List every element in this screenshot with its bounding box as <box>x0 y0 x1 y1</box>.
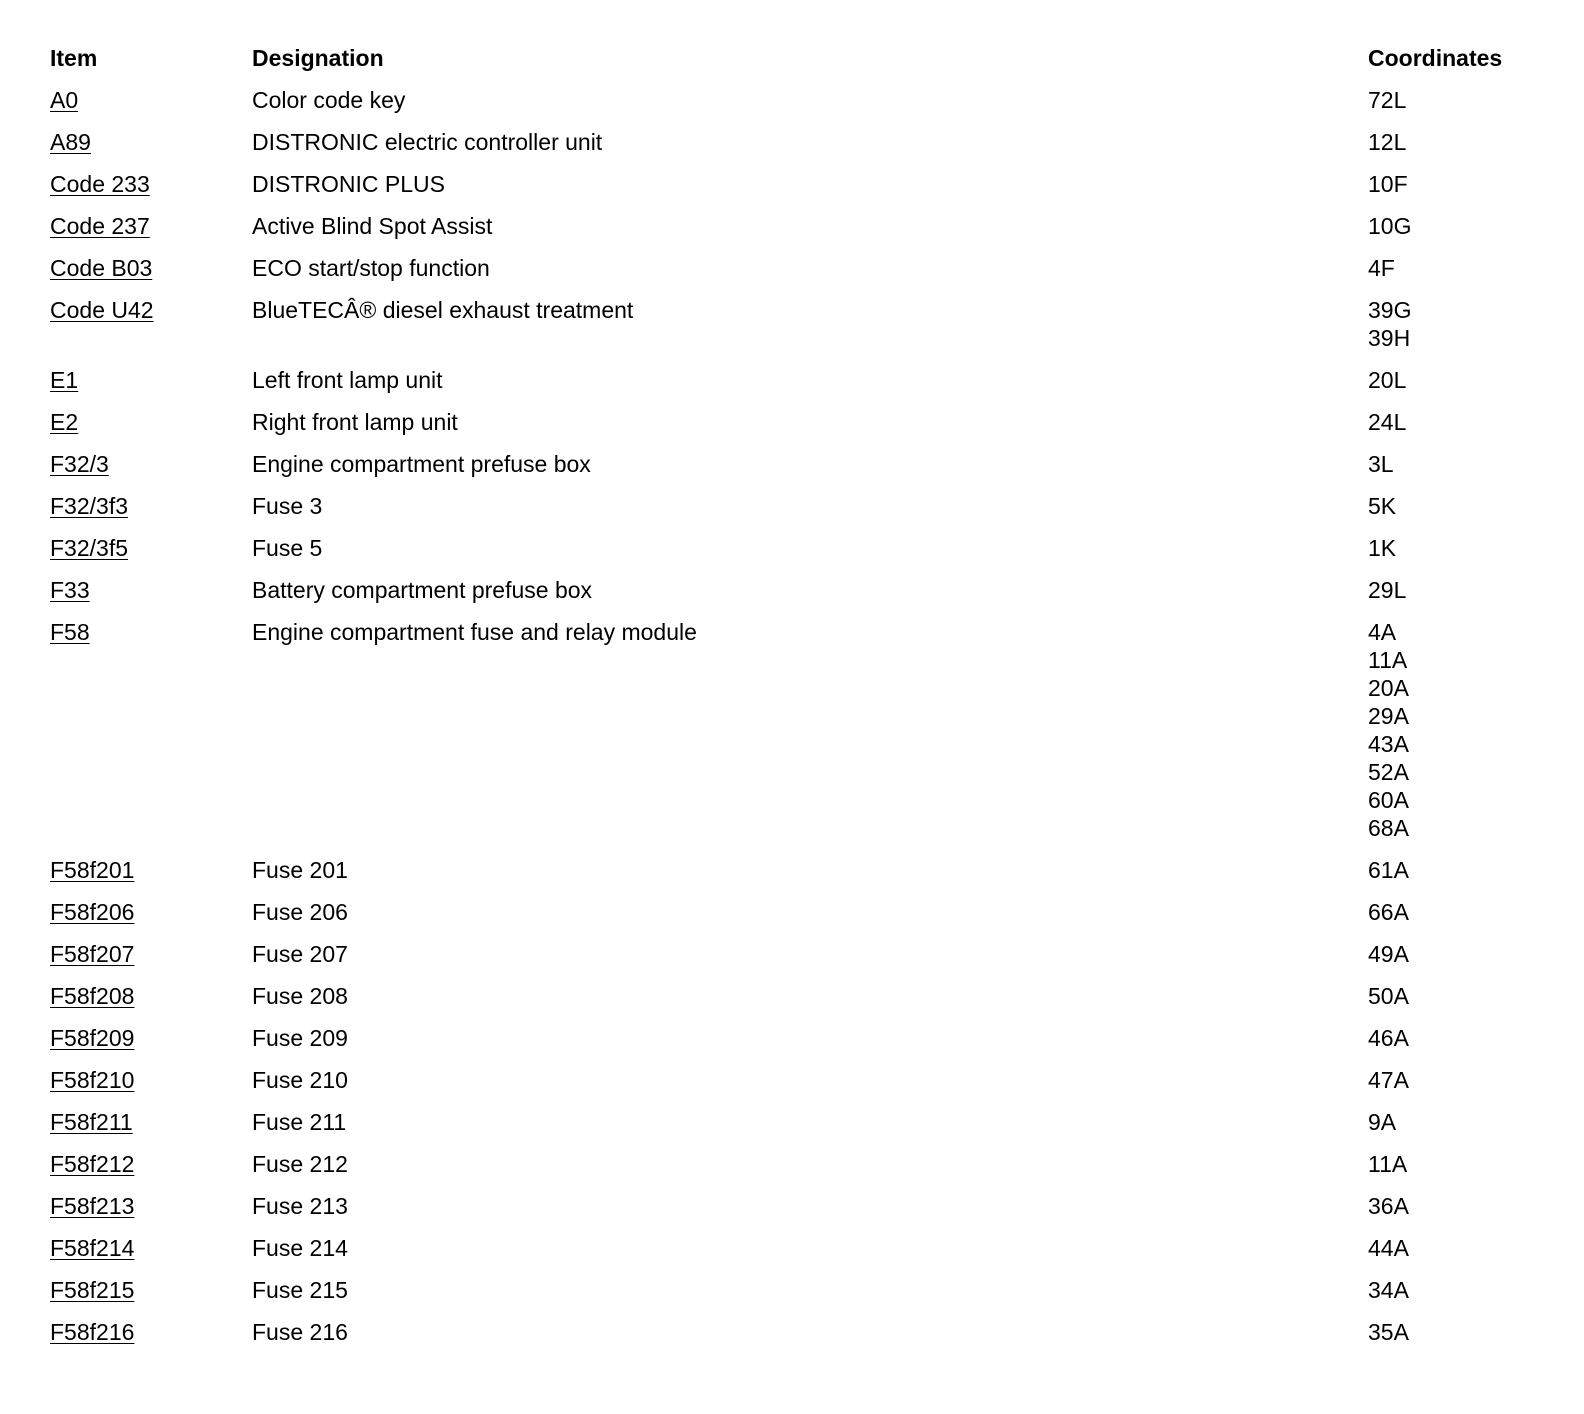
table-row <box>50 940 1550 982</box>
table-row <box>50 982 1550 1024</box>
table-row <box>50 1150 1550 1192</box>
coordinate-value: 72L <box>1368 87 1407 113</box>
item-cell <box>50 296 252 366</box>
item-cell <box>50 1024 252 1066</box>
coordinate-value: 24L <box>1368 409 1407 435</box>
item-link[interactable]: A0 <box>50 87 79 113</box>
coordinates-cell <box>1368 1108 1550 1150</box>
designation-cell: Fuse 207 <box>252 941 348 967</box>
coordinates-cell <box>1368 450 1550 492</box>
coordinate-value: 4F <box>1368 255 1395 281</box>
designation-cell: ECO start/stop function <box>252 255 490 281</box>
table-row <box>50 856 1550 898</box>
designation-cell: DISTRONIC electric controller unit <box>252 129 603 155</box>
designation-cell: Fuse 210 <box>252 1067 348 1093</box>
coordinates-cell <box>1368 1192 1550 1234</box>
item-link[interactable]: Code B03 <box>50 255 153 281</box>
coordinates-cell <box>1368 856 1550 898</box>
coordinates-cell <box>1368 366 1550 408</box>
item-cell <box>50 1108 252 1150</box>
designation-cell: Battery compartment prefuse box <box>252 577 593 603</box>
coordinate-value: 36A <box>1368 1193 1409 1219</box>
table-row <box>50 128 1550 170</box>
coordinates-cell <box>1368 1150 1550 1192</box>
designation-cell: BlueTECÂ® diesel exhaust treatment <box>252 297 634 323</box>
item-cell <box>50 408 252 450</box>
coordinate-value: 47A <box>1368 1067 1409 1093</box>
coordinate-value: 66A <box>1368 899 1409 925</box>
coordinates-cell <box>1368 254 1550 296</box>
item-link[interactable]: F58f201 <box>50 857 135 883</box>
coordinates-cell <box>1368 128 1550 170</box>
coordinate-value: 4A <box>1368 619 1397 645</box>
coordinate-value: 12L <box>1368 129 1407 155</box>
coordinates-cell <box>1368 492 1550 534</box>
item-cell <box>50 1192 252 1234</box>
coordinates-cell <box>1368 212 1550 254</box>
table-row <box>50 1318 1550 1360</box>
item-link[interactable]: F32/3f3 <box>50 493 128 519</box>
designation-cell: Right front lamp unit <box>252 409 458 435</box>
item-cell <box>50 492 252 534</box>
designation-cell: Fuse 213 <box>252 1193 348 1219</box>
coordinates-cell <box>1368 1276 1550 1318</box>
designation-cell: Fuse 3 <box>252 493 323 519</box>
designation-cell: Active Blind Spot Assist <box>252 213 493 239</box>
item-link[interactable]: F58f212 <box>50 1151 135 1177</box>
coordinate-value: 46A <box>1368 1025 1409 1051</box>
coordinate-value: 20L <box>1368 367 1407 393</box>
coordinate-value: 61A <box>1368 857 1409 883</box>
coordinates-cell <box>1368 170 1550 212</box>
coordinate-value: 68A <box>1368 815 1409 841</box>
designation-cell: DISTRONIC PLUS <box>252 171 445 197</box>
coordinate-value: 10F <box>1368 171 1408 197</box>
table-row <box>50 898 1550 940</box>
coordinate-value: 50A <box>1368 983 1409 1009</box>
item-cell <box>50 576 252 618</box>
table-row <box>50 366 1550 408</box>
item-cell <box>50 1066 252 1108</box>
designation-cell: Engine compartment fuse and relay module <box>252 619 697 645</box>
item-link[interactable]: F58f207 <box>50 941 135 967</box>
coordinates-cell <box>1368 1024 1550 1066</box>
table-row <box>50 450 1550 492</box>
column-header-item: Item <box>50 45 98 71</box>
table-row <box>50 1108 1550 1150</box>
item-link[interactable]: F58 <box>50 619 90 645</box>
coordinate-value: 60A <box>1368 787 1409 813</box>
designation-cell: Engine compartment prefuse box <box>252 451 591 477</box>
item-cell <box>50 254 252 296</box>
item-cell <box>50 982 252 1024</box>
coordinate-value: 35A <box>1368 1319 1409 1345</box>
item-cell <box>50 856 252 898</box>
coordinate-value: 29A <box>1368 703 1409 729</box>
table-row <box>50 408 1550 450</box>
coordinates-cell <box>1368 534 1550 576</box>
item-cell <box>50 170 252 212</box>
table-row <box>50 1066 1550 1108</box>
item-link[interactable]: F58f216 <box>50 1319 135 1345</box>
coordinate-value: 43A <box>1368 731 1409 757</box>
table-row <box>50 254 1550 296</box>
item-cell <box>50 86 252 128</box>
coordinate-value: 44A <box>1368 1235 1409 1261</box>
component-legend-table <box>50 44 1550 1360</box>
table-row <box>50 212 1550 254</box>
table-row <box>50 576 1550 618</box>
coordinates-cell <box>1368 576 1550 618</box>
item-cell <box>50 212 252 254</box>
designation-cell: Fuse 211 <box>252 1109 347 1135</box>
table-row <box>50 1276 1550 1318</box>
item-link[interactable]: F58f211 <box>50 1109 133 1135</box>
item-link[interactable]: F32/3f5 <box>50 535 128 561</box>
table-body <box>50 86 1550 1360</box>
designation-cell: Fuse 212 <box>252 1151 348 1177</box>
table-row <box>50 492 1550 534</box>
item-link[interactable]: F58f206 <box>50 899 135 925</box>
designation-cell: Fuse 216 <box>252 1319 348 1345</box>
coordinate-value: 11A <box>1368 1151 1408 1177</box>
column-header-coordinates: Coordinates <box>1368 45 1503 71</box>
coordinate-value: 52A <box>1368 759 1409 785</box>
table-row <box>50 296 1550 366</box>
item-link[interactable]: F58f208 <box>50 983 135 1009</box>
item-link[interactable]: F58f213 <box>50 1193 135 1219</box>
coordinates-cell <box>1368 408 1550 450</box>
coordinate-value: 39G <box>1368 297 1412 323</box>
item-link[interactable]: F32/3 <box>50 451 109 477</box>
coordinate-value: 11A <box>1368 647 1408 673</box>
item-link[interactable]: E2 <box>50 409 79 435</box>
coordinates-cell <box>1368 1234 1550 1276</box>
coordinate-value: 3L <box>1368 451 1394 477</box>
table-header <box>50 44 1550 86</box>
item-cell <box>50 940 252 982</box>
coordinates-cell <box>1368 1066 1550 1108</box>
item-link[interactable]: F58f215 <box>50 1277 135 1303</box>
designation-cell: Fuse 206 <box>252 899 348 925</box>
item-cell <box>50 128 252 170</box>
item-link[interactable]: F33 <box>50 577 90 603</box>
coordinate-value: 1K <box>1368 535 1397 561</box>
coordinate-value: 34A <box>1368 1277 1409 1303</box>
table-row <box>50 170 1550 212</box>
table-row <box>50 534 1550 576</box>
designation-cell: Fuse 208 <box>252 983 348 1009</box>
item-cell <box>50 450 252 492</box>
item-link[interactable]: F58f210 <box>50 1067 135 1093</box>
table-row <box>50 1024 1550 1066</box>
item-link[interactable]: F58f214 <box>50 1235 135 1261</box>
coordinate-value: 5K <box>1368 493 1397 519</box>
coordinates-cell <box>1368 982 1550 1024</box>
item-link[interactable]: A89 <box>50 129 91 155</box>
coordinates-cell <box>1368 1318 1550 1360</box>
designation-cell: Fuse 5 <box>252 535 323 561</box>
column-header-designation: Designation <box>252 45 384 71</box>
designation-cell: Fuse 201 <box>252 857 348 883</box>
coordinates-cell <box>1368 940 1550 982</box>
coordinate-value: 9A <box>1368 1109 1397 1135</box>
item-cell <box>50 1276 252 1318</box>
coordinate-value: 49A <box>1368 941 1409 967</box>
item-cell <box>50 1234 252 1276</box>
coordinates-cell <box>1368 618 1550 856</box>
designation-cell: Fuse 215 <box>252 1277 348 1303</box>
designation-cell: Fuse 209 <box>252 1025 348 1051</box>
table-row <box>50 86 1550 128</box>
item-link[interactable]: Code 237 <box>50 213 150 239</box>
coordinates-cell <box>1368 296 1550 366</box>
table-row <box>50 618 1550 856</box>
coordinate-value: 10G <box>1368 213 1412 239</box>
item-cell <box>50 366 252 408</box>
header-row <box>50 44 1550 86</box>
item-link[interactable]: E1 <box>50 367 79 393</box>
table-row <box>50 1234 1550 1276</box>
item-cell <box>50 1150 252 1192</box>
designation-cell: Color code key <box>252 87 406 113</box>
coordinate-value: 29L <box>1368 577 1407 603</box>
item-cell <box>50 534 252 576</box>
table-row <box>50 1192 1550 1234</box>
designation-cell: Fuse 214 <box>252 1235 348 1261</box>
item-link[interactable]: Code 233 <box>50 171 150 197</box>
coordinate-value: 20A <box>1368 675 1409 701</box>
coordinates-cell <box>1368 898 1550 940</box>
item-cell <box>50 1318 252 1360</box>
item-cell <box>50 618 252 856</box>
coordinate-value: 39H <box>1368 325 1411 351</box>
item-cell <box>50 898 252 940</box>
item-link[interactable]: F58f209 <box>50 1025 135 1051</box>
designation-cell: Left front lamp unit <box>252 367 443 393</box>
item-link[interactable]: Code U42 <box>50 297 154 323</box>
coordinates-cell <box>1368 86 1550 128</box>
